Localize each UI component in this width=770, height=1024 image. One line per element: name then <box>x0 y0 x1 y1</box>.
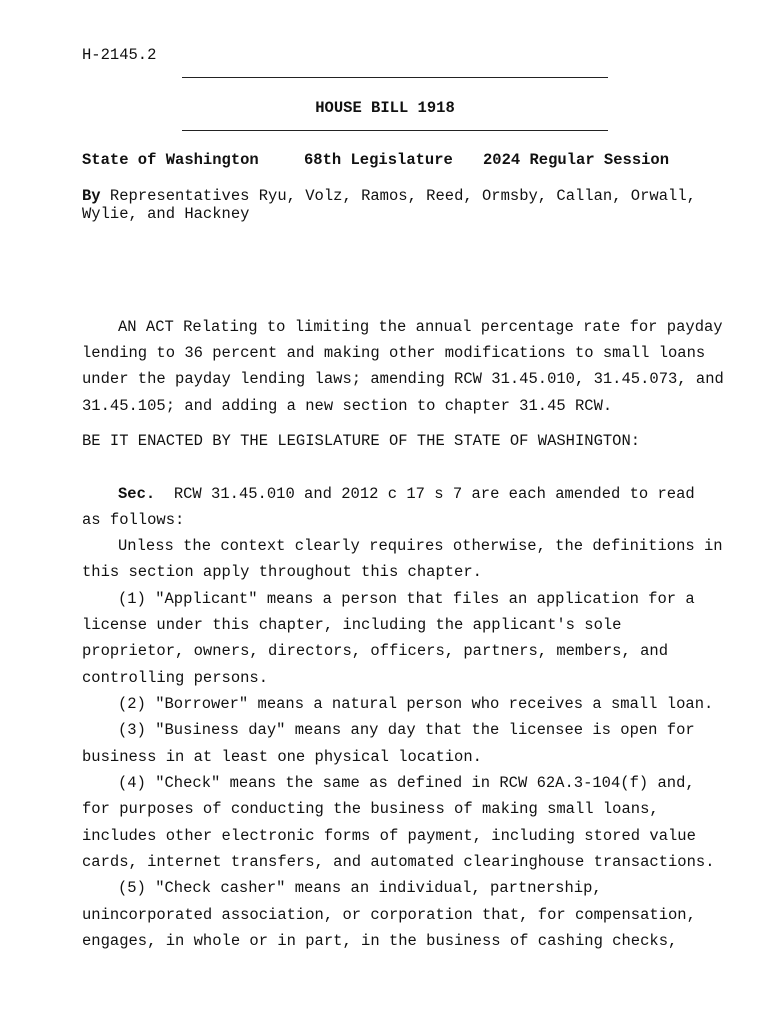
legislature-label: 68th Legislature <box>304 151 453 169</box>
section-label: Sec. <box>118 485 156 503</box>
section-line: proprietor, owners, directors, officers, partners, members, and <box>82 642 668 660</box>
section-line: includes other electronic forms of payment, including stored value <box>82 827 696 845</box>
section-line: (4) "Check" means the same as defined in RCW 62A.3-104(f) and, <box>118 774 695 792</box>
bill-title: HOUSE BILL 1918 <box>315 99 455 117</box>
section-heading-text: RCW 31.45.010 and 2012 c 17 s 7 are each amended to read <box>173 485 695 503</box>
enacting-clause: BE IT ENACTED BY THE LEGISLATURE OF THE STATE OF WASHINGTON: <box>82 432 641 450</box>
section-line: engages, in whole or in part, in the business of cashing checks, <box>82 932 678 950</box>
bottom-divider <box>182 130 608 131</box>
section-line: (2) "Borrower" means a natural person who receives a small loan. <box>118 695 714 713</box>
section-line: for purposes of conducting the business of making small loans, <box>82 800 659 818</box>
session-label: 2024 Regular Session <box>483 151 670 169</box>
section-line: (1) "Applicant" means a person that files an application for a <box>118 590 695 608</box>
act-line: 31.45.105; and adding a new section to chapter 31.45 RCW. <box>82 397 613 415</box>
sponsors-line-1 <box>82 187 696 205</box>
section-heading-line-2: as follows: <box>82 511 185 529</box>
document-id: H-2145.2 <box>82 46 157 64</box>
act-line: lending to 36 percent and making other modifications to small loans <box>82 344 706 362</box>
section-line: unincorporated association, or corporation that, for compensation, <box>82 906 696 924</box>
section-line: controlling persons. <box>82 669 269 687</box>
section-line: Unless the context clearly requires otherwise, the definitions in <box>118 537 723 555</box>
sponsors-line-2: Wylie, and Hackney <box>82 205 250 223</box>
act-line: under the payday lending laws; amending RCW 31.45.010, 31.45.073, and <box>82 370 724 388</box>
section-line: business in at least one physical location. <box>82 748 482 766</box>
section-line: (5) "Check casher" means an individual, partnership, <box>118 879 602 897</box>
act-line: AN ACT Relating to limiting the annual percentage rate for payday <box>118 318 723 336</box>
section-line: (3) "Business day" means any day that the licensee is open for <box>118 721 695 739</box>
sponsors-text: Representatives Ryu, Volz, Ramos, Reed, Ormsby, Callan, Orwall, <box>109 187 696 205</box>
section-line: cards, internet transfers, and automated clearinghouse transactions. <box>82 853 715 871</box>
by-label: By <box>82 187 101 205</box>
state-label: State of Washington <box>82 151 259 169</box>
section-line: license under this chapter, including the applicant's sole <box>82 616 622 634</box>
section-line: this section apply throughout this chapter. <box>82 563 482 581</box>
section-heading <box>118 485 695 503</box>
top-divider <box>182 77 608 78</box>
